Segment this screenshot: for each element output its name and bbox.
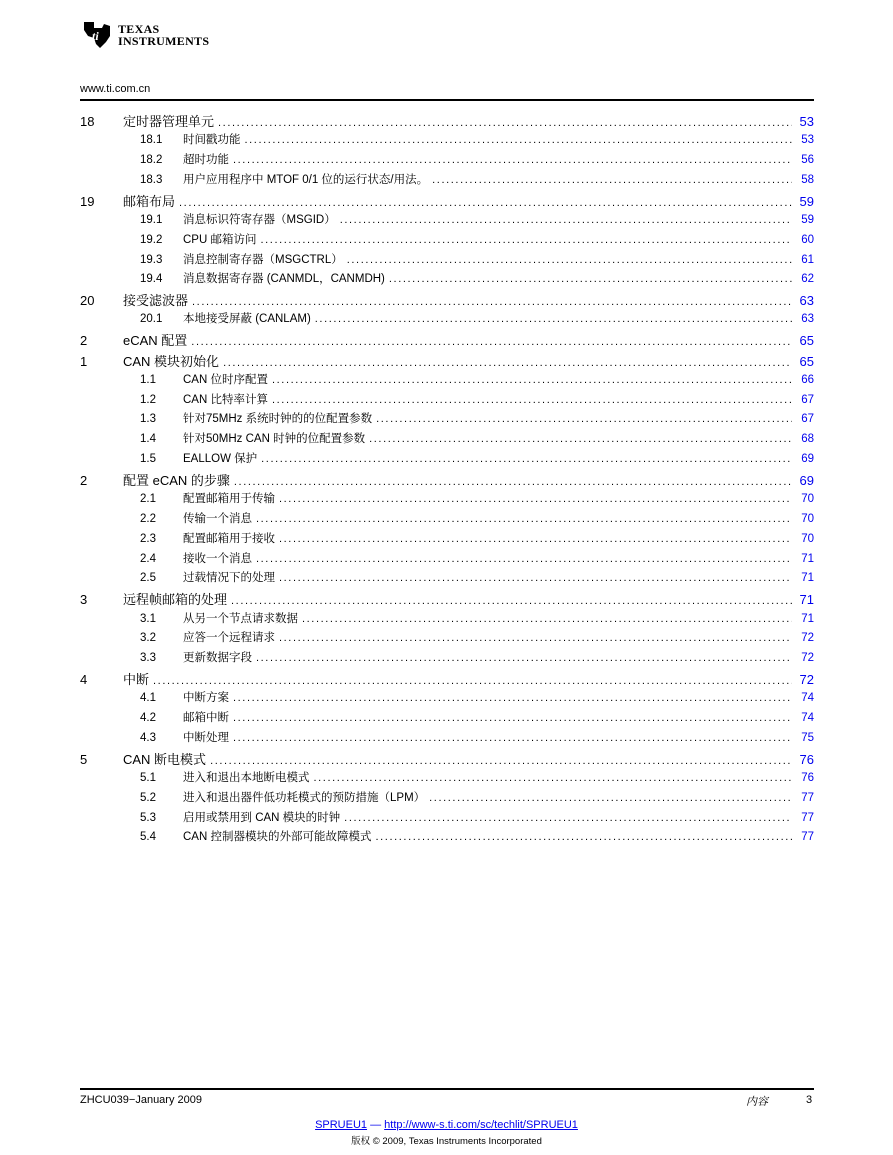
toc-entry-title[interactable]: CAN 位时序配置 xyxy=(183,373,268,386)
toc-entry[interactable] xyxy=(80,629,814,649)
logo-line-2: INSTRUMENTS xyxy=(118,34,210,48)
toc-entry-page-link[interactable]: 70 xyxy=(801,532,814,545)
toc-entry-page-link[interactable]: 67 xyxy=(801,393,814,406)
copyright-notice: 版权 © 2009, Texas Instruments Incorporated xyxy=(351,1136,542,1147)
toc-entry-title[interactable]: 应答一个远程请求 xyxy=(183,632,275,645)
toc-entry[interactable] xyxy=(80,789,814,809)
toc-dot-leader xyxy=(340,214,792,226)
document-url[interactable]: http://www-s.ti.com/sc/techlit/SPRUEU1 xyxy=(384,1119,578,1131)
toc-entry-number: 2 xyxy=(80,333,88,349)
logo-wordmark xyxy=(118,23,209,47)
toc-entry[interactable] xyxy=(80,550,814,570)
toc-entry-title[interactable]: 消息控制寄存器（MSGCTRL） xyxy=(183,253,343,266)
toc-entry-title[interactable]: 远程帧邮箱的处理 xyxy=(123,592,228,608)
toc-entry[interactable] xyxy=(80,809,814,829)
toc-entry-title[interactable]: 更新数据字段 xyxy=(183,652,252,665)
toc-dot-leader xyxy=(179,197,792,209)
toc-entry-title[interactable]: 从另一个节点请求数据 xyxy=(183,612,298,625)
toc-dot-leader xyxy=(210,755,792,767)
toc-entry-number: 18.3 xyxy=(140,173,163,186)
toc-entry-page-link[interactable]: 72 xyxy=(799,672,814,688)
toc-entry-title[interactable]: EALLOW 保护 xyxy=(183,453,258,466)
toc-entry-page-link[interactable]: 71 xyxy=(801,612,814,625)
toc-entry-page-link[interactable]: 69 xyxy=(799,472,814,488)
toc-entry-page-link[interactable]: 63 xyxy=(799,293,814,309)
texas-state-icon xyxy=(80,18,114,52)
toc-entry[interactable] xyxy=(80,231,814,251)
toc-entry[interactable] xyxy=(80,391,814,411)
toc-entry-number: 5 xyxy=(80,751,88,767)
toc-entry-title[interactable]: 过载情况下的处理 xyxy=(183,572,275,585)
toc-dot-leader xyxy=(302,613,792,625)
toc-dot-leader xyxy=(279,493,792,505)
toc-entry[interactable] xyxy=(80,689,814,709)
toc-entry-page-link[interactable]: 72 xyxy=(801,632,814,645)
toc-entry[interactable] xyxy=(80,111,814,131)
toc-entry-title[interactable]: CAN 比特率计算 xyxy=(183,393,268,406)
toc-entry-title[interactable]: 传输一个消息 xyxy=(183,512,252,525)
toc-dot-leader xyxy=(218,117,792,129)
document-id: ZHCU039−January 2009 xyxy=(80,1094,202,1106)
toc-entry[interactable] xyxy=(80,430,814,450)
toc-entry-number: 4.1 xyxy=(140,692,156,705)
toc-entry-number: 1 xyxy=(80,353,88,369)
toc-entry-title[interactable]: CAN 断电模式 xyxy=(123,751,207,767)
toc-entry-page-link[interactable]: 58 xyxy=(801,173,814,186)
toc-entry-page-link[interactable]: 53 xyxy=(799,114,814,129)
toc-dot-leader xyxy=(233,712,792,724)
toc-entry-title[interactable]: 中断处理 xyxy=(183,731,229,744)
toc-dot-leader xyxy=(191,336,792,348)
toc-entry-title[interactable]: 中断 xyxy=(123,672,150,688)
section-name: 内容 xyxy=(746,1095,768,1108)
toc-entry-number: 19.3 xyxy=(140,253,163,266)
toc-entry-page-link[interactable]: 74 xyxy=(801,692,814,705)
toc-entry-number: 2.4 xyxy=(140,552,156,565)
toc-entry-title[interactable]: 时间戳功能 xyxy=(183,134,241,147)
website-link[interactable]: www.ti.com.cn xyxy=(80,83,151,95)
toc-entry[interactable] xyxy=(80,569,814,589)
toc-entry[interactable] xyxy=(80,151,814,171)
toc-dot-leader xyxy=(389,273,792,285)
toc-entry[interactable] xyxy=(80,470,814,490)
toc-entry-page-link[interactable]: 76 xyxy=(801,771,814,784)
toc-entry-number: 19.4 xyxy=(140,273,163,286)
toc-dot-leader xyxy=(256,513,792,525)
toc-entry-page-link[interactable]: 77 xyxy=(801,811,814,824)
toc-dot-leader xyxy=(231,595,792,607)
toc-dot-leader xyxy=(279,632,792,644)
toc-entry[interactable] xyxy=(80,510,814,530)
toc-entry-number: 5.4 xyxy=(140,831,156,844)
toc-dot-leader xyxy=(245,134,793,146)
toc-entry-page-link[interactable]: 65 xyxy=(799,353,814,369)
svg-text:ti: ti xyxy=(92,29,99,43)
toc-entry-page-link[interactable]: 53 xyxy=(801,134,814,147)
toc-entry[interactable] xyxy=(80,669,814,689)
toc-dot-leader xyxy=(272,394,792,406)
toc-entry-title[interactable]: 接受滤波器 xyxy=(123,293,189,309)
toc-entry-title[interactable]: 邮箱中断 xyxy=(183,712,229,725)
toc-entry-number: 18 xyxy=(80,114,95,129)
toc-entry-title[interactable]: 配置邮箱用于接收 xyxy=(183,532,275,545)
toc-entry-page-link[interactable]: 70 xyxy=(801,493,814,506)
document-link[interactable]: SPRUEU1 xyxy=(315,1119,368,1131)
toc-entry-number: 2.2 xyxy=(140,512,156,525)
toc-dot-leader xyxy=(347,254,792,266)
header-rule xyxy=(80,99,814,101)
toc-entry-title[interactable]: 用户应用程序中 MTOF 0/1 位的运行状态/用法。 xyxy=(183,173,429,186)
toc-dot-leader xyxy=(279,572,792,584)
toc-entry-page-link[interactable]: 67 xyxy=(801,413,814,426)
toc-entry-title[interactable]: 消息标识符寄存器（MSGID） xyxy=(183,213,336,226)
toc-entry-title[interactable]: CPU 邮箱访问 xyxy=(183,233,257,246)
toc-entry-title[interactable]: 消息数据寄存器 (CANMDL，CANMDH) xyxy=(183,273,385,286)
toc-entry-page-link[interactable]: 61 xyxy=(801,253,814,266)
toc-entry-number: 1.2 xyxy=(140,393,156,406)
toc-dot-leader xyxy=(256,553,792,565)
toc-entry-page-link[interactable]: 60 xyxy=(801,233,814,246)
toc-entry-page-link[interactable]: 59 xyxy=(801,213,814,226)
toc-entry-page-link[interactable]: 71 xyxy=(799,592,814,608)
toc-dot-leader xyxy=(256,652,792,664)
toc-dot-leader xyxy=(375,831,792,843)
toc-entry[interactable] xyxy=(80,729,814,749)
toc-entry-page-link[interactable]: 77 xyxy=(801,831,814,844)
toc-dot-leader xyxy=(432,174,792,186)
toc-dot-leader xyxy=(279,533,792,545)
toc-dot-leader xyxy=(192,296,792,308)
toc-entry-title[interactable]: CAN 模块初始化 xyxy=(123,353,220,369)
toc-dot-leader xyxy=(260,234,792,246)
toc-dot-leader xyxy=(233,692,792,704)
toc-dot-leader xyxy=(315,313,792,325)
toc-dot-leader xyxy=(233,154,792,166)
toc-entry-number: 4.2 xyxy=(140,712,156,725)
toc-entry-number: 1.1 xyxy=(140,373,156,386)
ti-logo xyxy=(80,17,209,53)
toc-dot-leader xyxy=(261,453,792,465)
toc-entry-number: 5.1 xyxy=(140,771,156,784)
footer-link-line xyxy=(0,1119,893,1131)
toc-entry[interactable] xyxy=(80,191,814,211)
toc-entry-number: 4.3 xyxy=(140,731,156,744)
toc-entry-page-link[interactable]: 59 xyxy=(799,193,814,209)
toc-entry-title[interactable]: eCAN 配置 xyxy=(123,333,188,349)
toc-entry-page-link[interactable]: 63 xyxy=(801,313,814,326)
toc-entry-title[interactable]: 配置 eCAN 的步骤 xyxy=(123,472,230,488)
toc-entry-number: 3 xyxy=(80,592,88,608)
toc-dot-leader xyxy=(344,812,792,824)
toc-entry-page-link[interactable]: 76 xyxy=(799,751,814,767)
toc-entry[interactable] xyxy=(80,330,814,350)
toc-entry[interactable] xyxy=(80,450,814,470)
toc-entry-number: 19.2 xyxy=(140,233,163,246)
toc-entry-page-link[interactable]: 77 xyxy=(801,791,814,804)
toc-entry[interactable] xyxy=(80,251,814,271)
toc-entry-page-link[interactable]: 72 xyxy=(801,652,814,665)
toc-entry-number: 4 xyxy=(80,672,88,688)
toc-entry-page-link[interactable]: 75 xyxy=(801,731,814,744)
toc-entry-page-link[interactable]: 71 xyxy=(801,552,814,565)
toc-entry-number: 3.3 xyxy=(140,652,156,665)
toc-entry[interactable] xyxy=(80,310,814,330)
toc-entry[interactable] xyxy=(80,530,814,550)
toc-entry[interactable] xyxy=(80,610,814,630)
toc-entry-number: 2.1 xyxy=(140,493,156,506)
toc-entry-page-link[interactable]: 69 xyxy=(801,453,814,466)
toc-entry[interactable] xyxy=(80,131,814,151)
toc-entry-title[interactable]: 接收一个消息 xyxy=(183,552,252,565)
toc-entry-page-link[interactable]: 62 xyxy=(801,273,814,286)
logo-line-1: TEXAS xyxy=(118,22,160,36)
toc-entry-page-link[interactable]: 68 xyxy=(801,433,814,446)
toc-entry-page-link[interactable]: 71 xyxy=(801,572,814,585)
toc-entry[interactable] xyxy=(80,171,814,191)
toc-dot-leader xyxy=(314,772,793,784)
toc-entry[interactable] xyxy=(80,709,814,729)
toc-entry-number: 1.3 xyxy=(140,413,156,426)
toc-entry-number: 3.1 xyxy=(140,612,156,625)
table-of-contents xyxy=(80,111,814,848)
toc-entry-title[interactable]: 针对50MHz CAN 时钟的位配置参数 xyxy=(183,433,366,446)
toc-entry-number: 19.1 xyxy=(140,213,163,226)
toc-entry-number: 19 xyxy=(80,193,95,209)
toc-entry-title[interactable]: CAN 控制器模块的外部可能故障模式 xyxy=(183,831,372,844)
toc-entry-number: 20.1 xyxy=(140,313,163,326)
toc-entry-title[interactable]: 邮箱布局 xyxy=(123,193,176,209)
toc-entry[interactable] xyxy=(80,371,814,391)
toc-entry-title[interactable]: 针对75MHz 系统时钟的的位配置参数 xyxy=(183,413,373,426)
toc-entry[interactable] xyxy=(80,769,814,789)
toc-entry-title[interactable]: 配置邮箱用于传输 xyxy=(183,493,275,506)
toc-dot-leader xyxy=(369,433,792,445)
toc-entry-number: 18.1 xyxy=(140,134,163,147)
toc-entry-number: 3.2 xyxy=(140,632,156,645)
toc-dot-leader xyxy=(272,374,792,386)
toc-entry-number: 20 xyxy=(80,293,95,309)
toc-entry[interactable] xyxy=(80,290,814,310)
toc-dot-leader xyxy=(233,732,792,744)
toc-entry-page-link[interactable]: 56 xyxy=(801,154,814,167)
toc-entry[interactable] xyxy=(80,649,814,669)
toc-entry-title[interactable]: 进入和退出本地断电模式 xyxy=(183,771,310,784)
toc-entry-page-link[interactable]: 70 xyxy=(801,512,814,525)
toc-entry-title[interactable]: 本地接受屏蔽 (CANLAM) xyxy=(183,313,311,326)
toc-dot-leader xyxy=(376,413,792,425)
toc-entry[interactable] xyxy=(80,589,814,609)
toc-dot-leader xyxy=(223,357,792,369)
toc-entry-number: 2 xyxy=(80,472,88,488)
toc-entry[interactable] xyxy=(80,749,814,769)
toc-entry-number: 18.2 xyxy=(140,154,163,167)
toc-entry-page-link[interactable]: 66 xyxy=(801,373,814,386)
toc-entry[interactable] xyxy=(80,211,814,231)
toc-entry-title[interactable]: 进入和退出器件低功耗模式的预防措施（LPM） xyxy=(183,791,426,804)
toc-dot-leader xyxy=(429,792,792,804)
toc-entry-number: 5.3 xyxy=(140,811,156,824)
toc-entry-title[interactable]: 超时功能 xyxy=(183,154,229,167)
toc-dot-leader xyxy=(153,675,792,687)
toc-entry-page-link[interactable]: 74 xyxy=(801,712,814,725)
toc-entry-number: 5.2 xyxy=(140,791,156,804)
page-number: 3 xyxy=(806,1094,813,1106)
toc-entry-page-link[interactable]: 65 xyxy=(799,333,814,349)
toc-dot-leader xyxy=(234,476,792,488)
toc-entry-number: 1.5 xyxy=(140,453,156,466)
toc-entry-title[interactable]: 启用或禁用到 CAN 模块的时钟 xyxy=(183,811,341,824)
footer-rule xyxy=(80,1088,814,1090)
toc-entry[interactable] xyxy=(80,828,814,848)
toc-entry-number: 2.3 xyxy=(140,532,156,545)
toc-entry-number: 2.5 xyxy=(140,572,156,585)
toc-entry[interactable] xyxy=(80,351,814,371)
toc-entry[interactable] xyxy=(80,410,814,430)
toc-entry-title[interactable]: 中断方案 xyxy=(183,692,229,705)
toc-entry[interactable] xyxy=(80,490,814,510)
toc-entry-title[interactable]: 定时器管理单元 xyxy=(123,114,215,129)
toc-entry[interactable] xyxy=(80,270,814,290)
toc-entry-number: 1.4 xyxy=(140,433,156,446)
link-separator: — xyxy=(370,1119,382,1131)
